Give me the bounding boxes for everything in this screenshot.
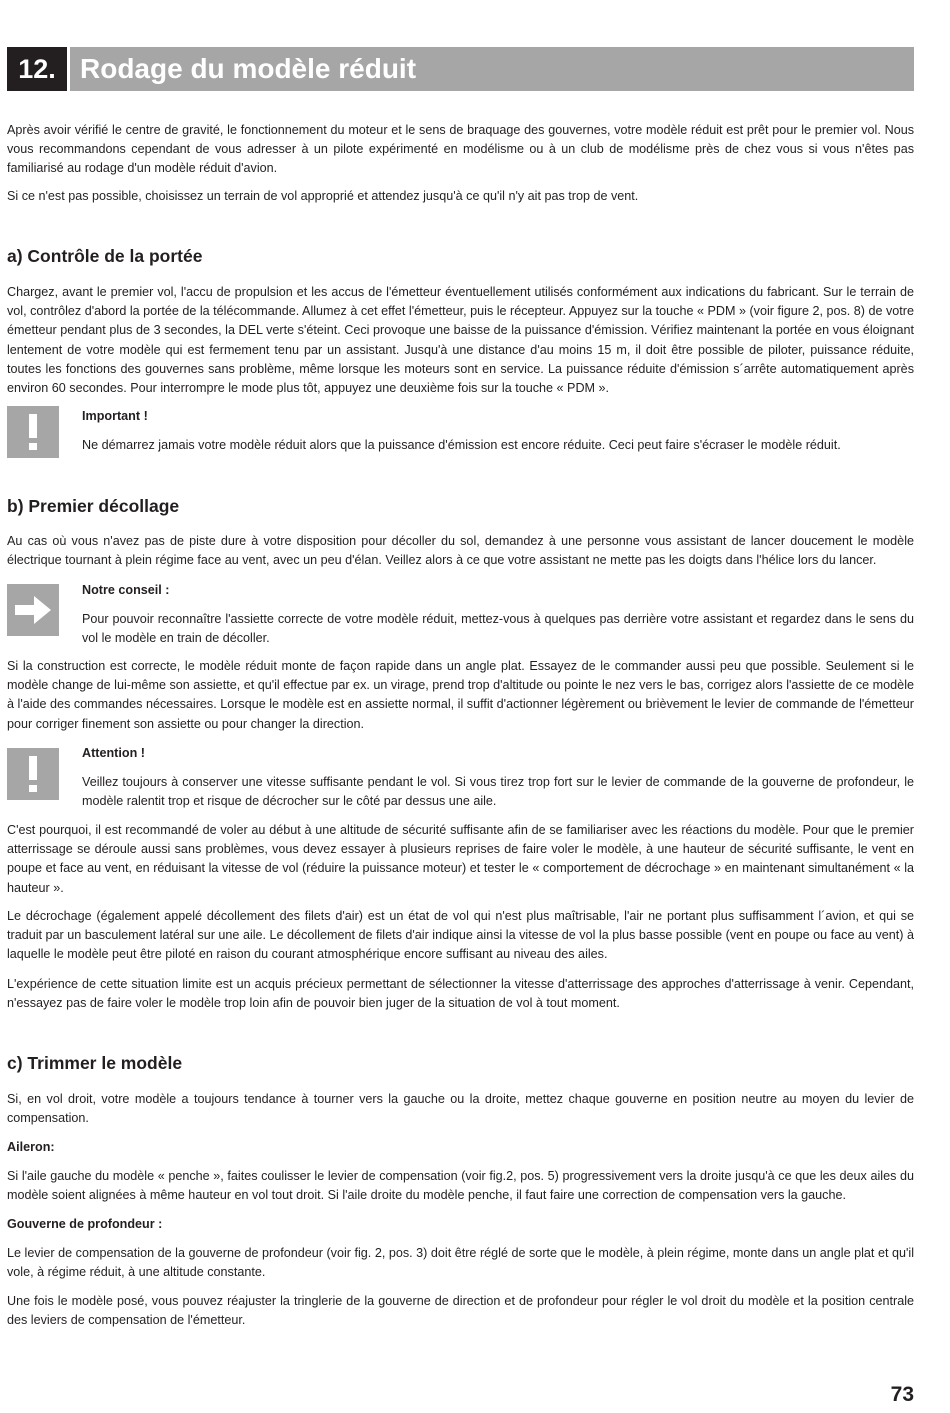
tip-title: Notre conseil : bbox=[82, 583, 170, 597]
section-b-paragraph-5: L'expérience de cette situation limite est un acquis précieux permettant de sélectionner la vitesse d'atterrissage des approches d'atterrissage à venir. Cependant, n'essayez pas de faire voler le modèle trop loin afin de pouvoir bien juger de la situation de vol à tout moment. bbox=[7, 977, 914, 1011]
tip-text: Pour pouvoir reconnaître l'assiette correcte de votre modèle réduit, mettez-vous à quelques pas derrière votre assistant et regardez dans le sens du vol le modèle en train de décoller. bbox=[82, 612, 914, 646]
arrow-right-icon bbox=[7, 584, 59, 636]
section-c-heading: c) Trimmer le modèle bbox=[7, 1053, 183, 1073]
section-b-paragraph-2: Si la construction est correcte, le modèle réduit monte de façon rapide dans un angle plat. Essayez de le commander aussi peu que possible. Seulement si le modèle change de lui-même son assiette, et qu'il effectue par ex. un virage, prend trop d'altitude ou pointe le nez vers le bas, corrigez alors l'assiette de ce modèle à l'aide des commandes nécessaires. Lorsque le modèle est en assiette normal, il suffit d'actionner légèrement ou brièvement le levier de commande de l'émetteur pour corriger finement son assiette ou pour changer la direction. bbox=[7, 659, 914, 731]
important-title: Important ! bbox=[82, 409, 148, 423]
section-b-paragraph-1: Au cas où vous n'avez pas de piste dure à votre disposition pour décoller du sol, demandez à une personne vous assistant de lancer doucement le modèle électrique tournant à plein régime face au vent, avec un peu d'élan. Veillez alors à ce que votre assistant ne mette pas les doigts dans l'hélice lors du lancer. bbox=[7, 534, 914, 568]
elevator-label: Gouverne de profondeur : bbox=[7, 1217, 163, 1231]
section-b-heading: b) Premier décollage bbox=[7, 496, 180, 516]
section-a-body: Chargez, avant le premier vol, l'accu de propulsion et les accus de l'émetteur éventuellement utilisés conformément aux indications du fabricant. Sur le terrain de vol, contrôlez d'abord la portée de la télécommande. Allumez à cet effet l'émetteur, puis le récepteur. Appuyez sur la touche « PDM » (voir figure 2, pos. 8) de votre émetteur pendant plus de 3 secondes, la DEL verte s'éteint. Ceci provoque une baisse de la puissance d'émission. Vérifiez maintenant la portée en vous éloignant lentement de votre modèle qui est fermement tenu par un assistant. Jusqu'à une distance d'au moins 15 m, il doit être possible de piloter, puissance réduite, toutes les fonctions des gouvernes sans problème, même lorsque les moteurs sont en service. La puissance réduite d'émission s´arrête automatiquement après environ 60 secondes. Pour interrompre le mode plus tôt, appuyez une deuxième fois sur la touche « PDM ». bbox=[7, 285, 914, 396]
aileron-text: Si l'aile gauche du modèle « penche », faites coulisser le levier de compensation (voir fig.2, pos. 5) progressivement vers la droite jusqu'à ce que les deux ailes du modèle soient alignées à même hauteur en vol tout droit. Si l'aile droite du modèle penche, il faut faire une correction de compensation vers la gauche. bbox=[7, 1169, 914, 1203]
attention-text: Veillez toujours à conserver une vitesse suffisante pendant le vol. Si vous tirez trop fort sur le levier de commande de la gouverne de profondeur, le modèle ralentit trop et risque de décrocher sur le côté par dessus une aile. bbox=[82, 775, 914, 809]
section-c-paragraph-last: Une fois le modèle posé, vous pouvez réajuster la tringlerie de la gouverne de direction et de profondeur pour régler le vol droit du modèle et la position centrale des leviers de compensation de l'émetteur. bbox=[7, 1294, 914, 1328]
aileron-label: Aileron: bbox=[7, 1140, 55, 1154]
chapter-header bbox=[7, 47, 914, 91]
page-number: 73 bbox=[890, 1383, 914, 1406]
chapter-number: 12. bbox=[7, 47, 67, 91]
exclamation-icon bbox=[7, 748, 59, 800]
section-b-paragraph-3: C'est pourquoi, il est recommandé de voler au début à une altitude de sécurité suffisante afin de se familiariser avec les réactions du modèle. Pour que le premier atterrissage se déroule aussi sans problèmes, vous devez essayer à plusieurs reprises de faire voler le modèle, à une hauteur de sécurité suffisante, le vent en poupe et face au vent, en réduisant la vitesse de vol (réduire la puissance moteur) et tester le « comportement de décrochage » en maintenant simultanément « la hauteur ». bbox=[7, 823, 914, 895]
section-b-paragraph-4: Le décrochage (également appelé décollement des filets d'air) est un état de vol qui n'est plus maîtrisable, l'air ne portant plus suffisamment l´avion, et qui se traduit par un basculement latéral sur une aile. Le décollement de filets d'air indique ainsi la vitesse de vol la plus basse possible (vent en poupe ou face au vent) à laquelle le modèle peut être piloté en raison du courant atmosphérique encore suffisant au niveau des ailes. bbox=[7, 909, 914, 962]
section-c-paragraph-1: Si, en vol droit, votre modèle a toujours tendance à tourner vers la gauche ou la droite, mettez chaque gouverne en position neutre au moyen du levier de compensation. bbox=[7, 1092, 914, 1126]
important-text: Ne démarrez jamais votre modèle réduit alors que la puissance d'émission est encore réduite. Ceci peut faire s'écraser le modèle réduit. bbox=[82, 438, 841, 452]
attention-title: Attention ! bbox=[82, 746, 145, 760]
intro-paragraph-2: Si ce n'est pas possible, choisissez un terrain de vol approprié et attendez jusqu'à ce qu'il n'y ait pas trop de vent. bbox=[7, 189, 639, 203]
section-a-heading: a) Contrôle de la portée bbox=[7, 246, 203, 266]
elevator-text: Le levier de compensation de la gouverne de profondeur (voir fig. 2, pos. 3) doit être réglé de sorte que le modèle, à plein régime, monte dans un angle plat et qu'il vole, à régime réduit, à une altitude constante. bbox=[7, 1246, 914, 1280]
intro-paragraph-1: Après avoir vérifié le centre de gravité, le fonctionnement du moteur et le sens de braquage des gouvernes, votre modèle réduit est prêt pour le premier vol. Nous vous recommandons cependant de vous adresser à un pilote expérimenté en modélisme ou à un club de modélisme près de chez vous si vous n'êtes pas familiarisé au rodage d'un modèle réduit d'avion. bbox=[7, 123, 914, 176]
chapter-title: Rodage du modèle réduit bbox=[70, 47, 914, 91]
exclamation-icon bbox=[7, 406, 59, 458]
